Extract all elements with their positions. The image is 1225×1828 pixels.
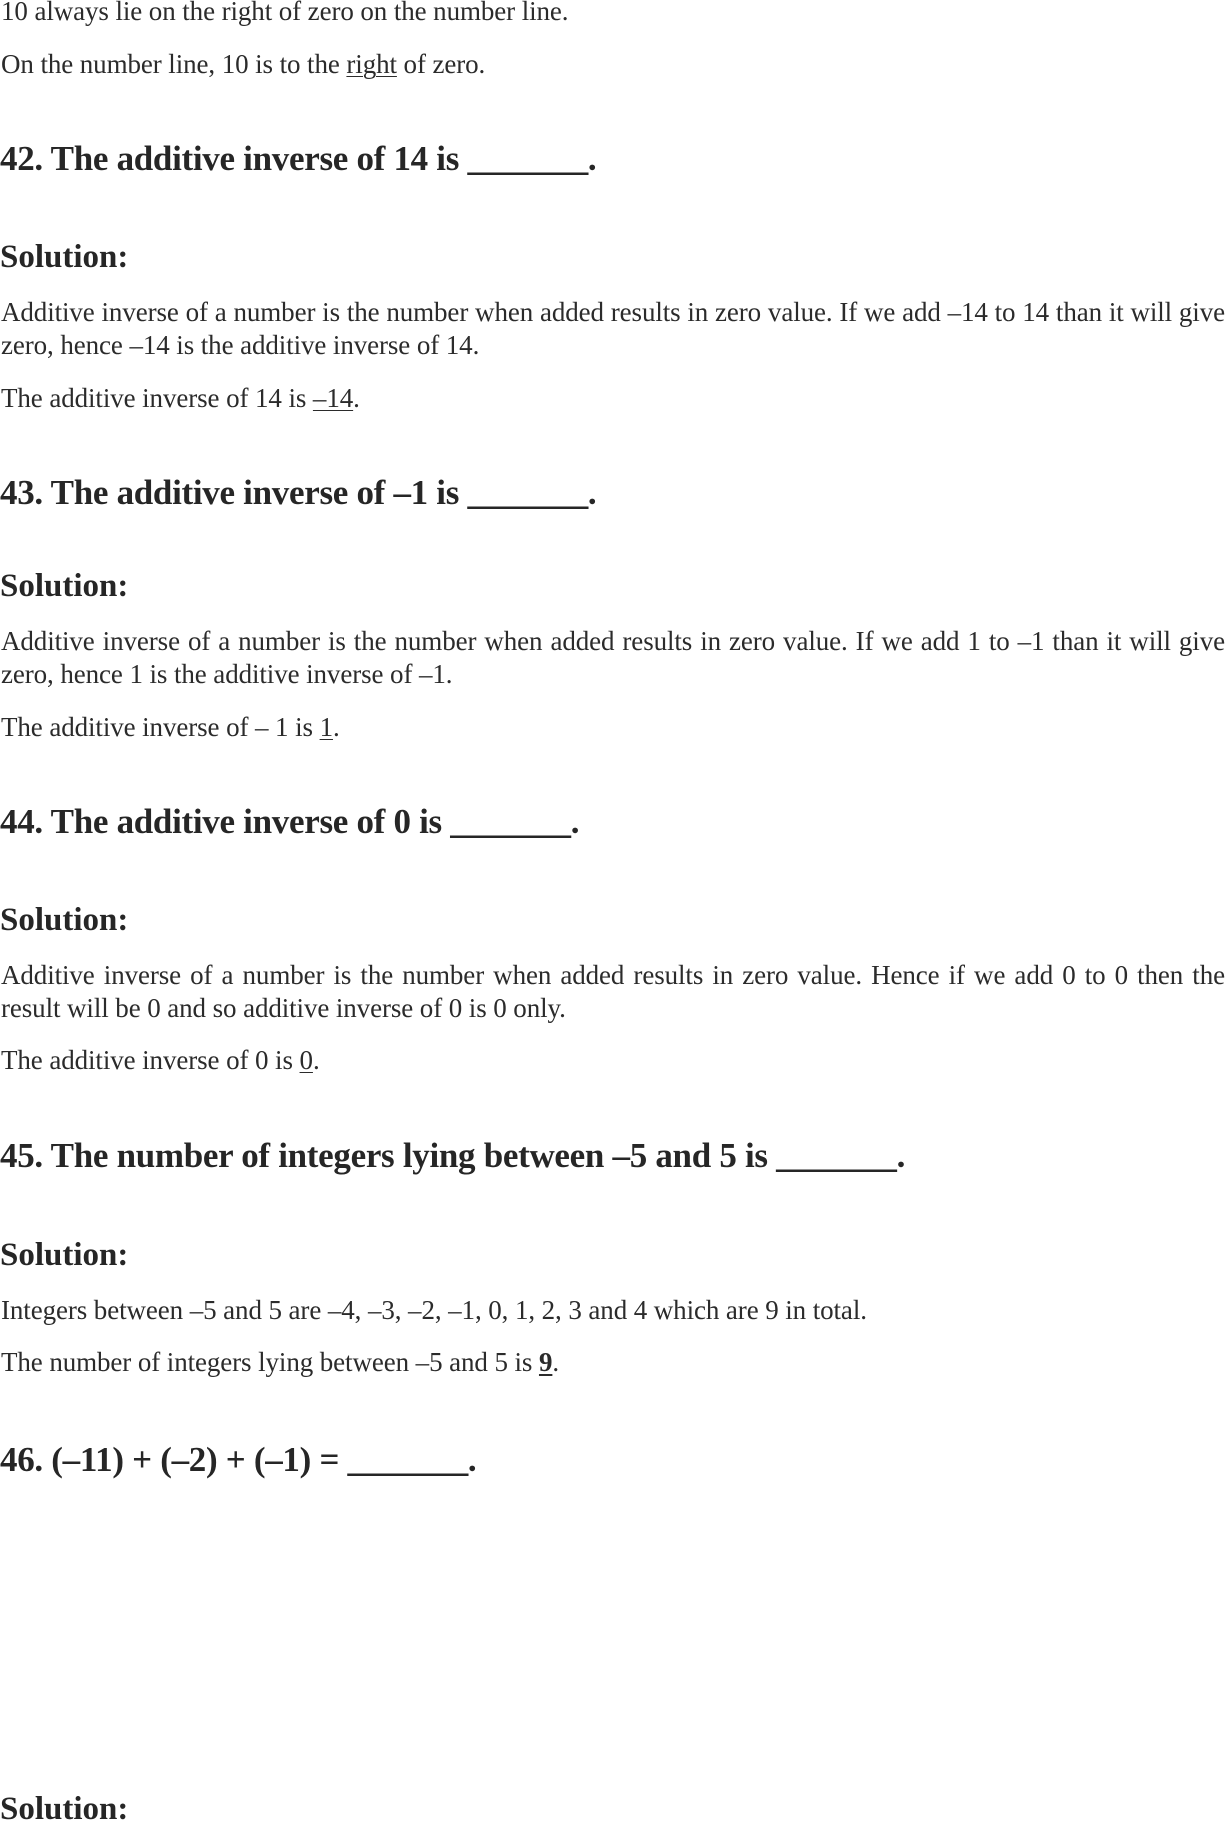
solution-label-45: Solution: (0, 1237, 129, 1273)
conclusion-suffix: . (552, 1347, 560, 1377)
answer-underlined: right (346, 49, 397, 79)
intro-line: 10 always lie on the right of zero on the number line. (1, 0, 569, 26)
solution-explanation-45: Integers between –5 and 5 are –4, –3, –2, –1, 0, 1, 2, 3 and 4 which are 9 in total. (1, 1295, 867, 1325)
solution-label-44: Solution: (0, 902, 129, 938)
solution-conclusion-44 (1, 1045, 320, 1075)
conclusion-prefix: The additive inverse of – 1 is (1, 712, 320, 742)
conclusion-suffix: of zero. (396, 49, 486, 79)
answer-underlined: 0 (299, 1045, 313, 1075)
solution-label-43: Solution: (0, 568, 129, 604)
solution-explanation-43: Additive inverse of a number is the number when added results in zero value. If we add 1 to –1 than it will give zero, hence 1 is the additive inverse of –1. (1, 626, 1225, 689)
question-heading-43: 43. The additive inverse of –1 is _______. (0, 473, 597, 512)
answer-underlined-bold: 9 (538, 1347, 553, 1377)
solution-explanation-42: Additive inverse of a number is the number when added results in zero value. If we add –14 to 14 than it will give zero, hence –14 is the additive inverse of 14. (1, 297, 1225, 360)
conclusion-prefix: The additive inverse of 0 is (1, 1045, 300, 1075)
question-heading-45: 45. The number of integers lying between –5 and 5 is _______. (0, 1136, 906, 1175)
solution-conclusion-42 (1, 383, 360, 413)
question-heading-42: 42. The additive inverse of 14 is _______. (0, 139, 597, 178)
question-heading-46: 46. (–11) + (–2) + (–1) = _______. (0, 1440, 477, 1479)
intro-conclusion (1, 49, 485, 79)
solution-conclusion-45 (1, 1347, 559, 1377)
conclusion-suffix: . (353, 383, 360, 413)
conclusion-suffix: . (312, 1045, 320, 1075)
conclusion-prefix: The additive inverse of 14 is (1, 383, 313, 413)
solution-conclusion-43 (1, 712, 340, 742)
solution-explanation-44: Additive inverse of a number is the number when added results in zero value. Hence if we add 0 to 0 then the result will be 0 and so additive inverse of 0 is 0 only. (1, 960, 1225, 1023)
solution-label-42: Solution: (0, 239, 129, 275)
conclusion-prefix: On the number line, 10 is to the (1, 49, 347, 79)
answer-underlined: 1 (319, 712, 333, 742)
question-heading-44: 44. The additive inverse of 0 is _______. (0, 802, 580, 841)
conclusion-prefix: The number of integers lying between –5 and 5 is (1, 1347, 539, 1377)
conclusion-suffix: . (332, 712, 340, 742)
answer-underlined: –14 (312, 383, 354, 413)
solution-label-46: Solution: (0, 1791, 129, 1827)
